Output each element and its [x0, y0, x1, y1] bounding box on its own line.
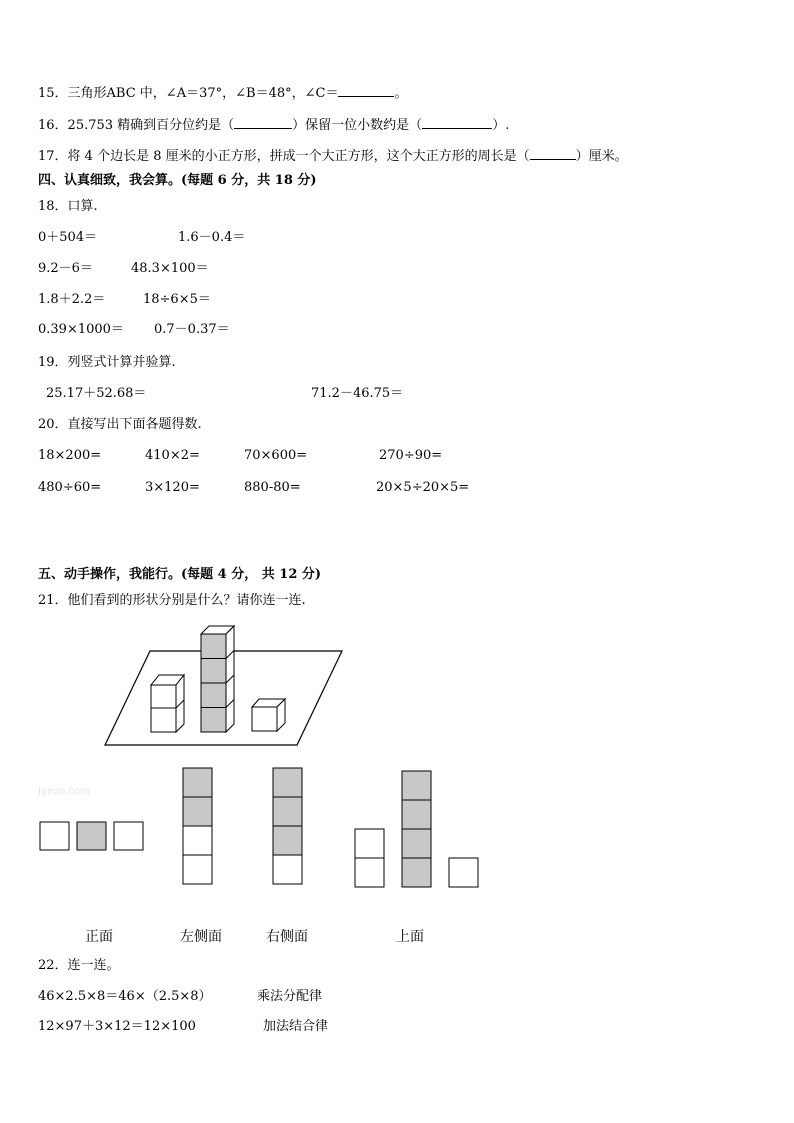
q19-title: 19．列竖式计算并验算.: [38, 355, 176, 370]
section5-heading: 五、动手操作，我能行。(每题 4 分， 共 12 分): [38, 567, 322, 582]
q20-item: 70×600=: [244, 448, 308, 463]
q18-item: 18÷6×5＝: [143, 292, 211, 307]
q16-pre: 16．25.753 精确到百分位约是（: [38, 118, 235, 133]
q19-item: 25.17＋52.68＝: [46, 386, 147, 401]
q20-item: 20×5÷20×5=: [376, 480, 470, 495]
cube-stack-left: [151, 675, 184, 732]
q18-item: 0.39×1000＝: [38, 322, 124, 337]
q22-law[interactable]: 加法结合律: [263, 1019, 329, 1034]
q18-item: 9.2－6＝: [38, 261, 93, 276]
q18-item: 0.7－0.37＝: [154, 322, 230, 337]
q22-title: 22．连一连。: [38, 958, 120, 973]
cube-stack-tall: [201, 626, 234, 732]
q22-law[interactable]: 乘法分配律: [257, 989, 323, 1004]
q19-item: 71.2－46.75＝: [311, 386, 404, 401]
option-view-row: [40, 822, 143, 850]
q20-item: 410×2=: [145, 448, 200, 463]
watermark: Jyeoo.com: [38, 786, 90, 797]
label-front[interactable]: 正面: [85, 929, 113, 945]
q17-end: ）厘米。: [575, 149, 628, 164]
q15-text: 15．三角形ABC 中，∠A＝37°，∠B＝48°，∠C＝: [38, 86, 339, 101]
q18-title: 18．口算.: [38, 199, 98, 214]
label-left-side[interactable]: 左侧面: [180, 929, 222, 945]
q20-item: 480÷60=: [38, 480, 102, 495]
q18-item: 48.3×100＝: [131, 261, 209, 276]
q18-item: 1.8＋2.2＝: [38, 292, 106, 307]
q22-expression[interactable]: 46×2.5×8＝46×（2.5×8）: [38, 989, 212, 1004]
q20-title: 20．直接写出下面各题得数.: [38, 417, 202, 432]
option-view-stack-b: [273, 768, 302, 884]
q20-item: 18×200=: [38, 448, 102, 463]
cube-single: [252, 699, 285, 731]
q22-expression[interactable]: 12×97＋3×12＝12×100: [38, 1019, 196, 1034]
option-view-combined: [355, 771, 478, 887]
q18-item: 1.6－0.4＝: [178, 230, 246, 245]
q18-item: 0＋504＝: [38, 230, 98, 245]
q20-item: 3×120=: [145, 480, 200, 495]
q15-end: 。: [394, 86, 408, 101]
section4-heading: 四、认真细致，我会算。(每题 6 分，共 18 分): [38, 173, 317, 188]
q16-mid: ）保留一位小数约是（: [292, 118, 423, 133]
label-top[interactable]: 上面: [396, 929, 424, 945]
option-view-stack-a: [183, 768, 212, 884]
q16-end: ）.: [492, 118, 510, 133]
label-right-side[interactable]: 右侧面: [266, 929, 308, 945]
q20-item: 880-80=: [244, 480, 301, 495]
q17-pre: 17．将 4 个边长是 8 厘米的小正方形，拼成一个大正方形，这个大正方形的周长是（: [38, 149, 530, 164]
q21-title: 21．他们看到的形状分别是什么？请你连一连.: [38, 593, 306, 608]
q20-item: 270÷90=: [379, 448, 443, 463]
